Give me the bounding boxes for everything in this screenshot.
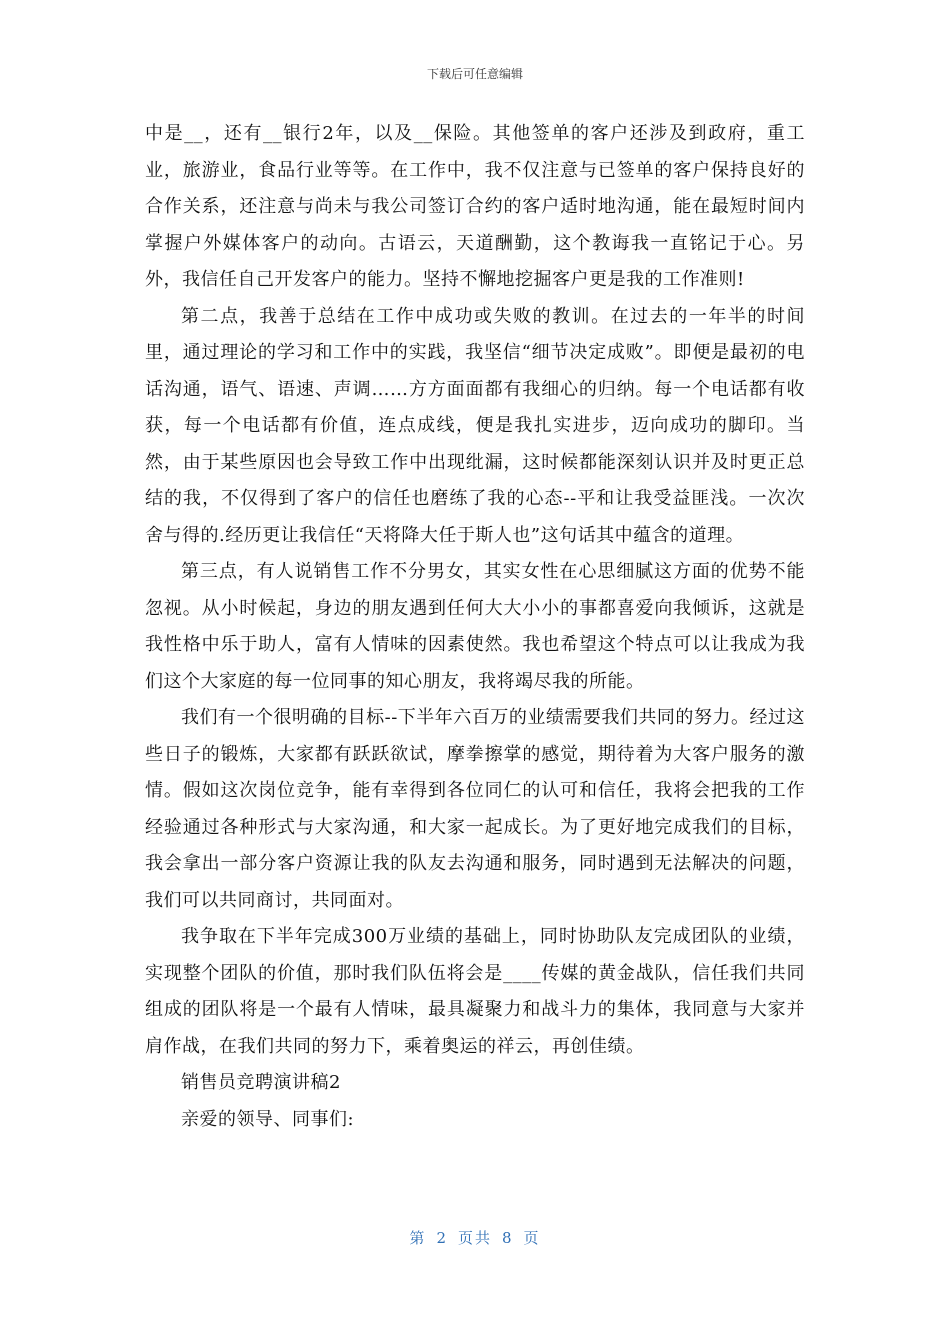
document-body <box>145 116 805 1138</box>
page-number-footer <box>0 1228 950 1248</box>
page-header: 下载后可任意编辑 <box>426 67 523 81</box>
paragraph-second-point: 第二点，我善于总结在工作中成功或失败的教训。在过去的一年半的时间里，通过理论的学习和工作中的实践，我坚信“细节决定成败”。即便是最初的电话沟通，语气、语速、声调……方方面面都有我细心的归纳。每一个电话都有收获，每一个电话都有价值，连点成线，便是我扎实进步，迈向成功的脚印。当然，由于某些原因也会导致工作中出现纰漏，这时候都能深刻认识并及时更正总结的我，不仅得到了客户的信任也磨练了我的心态--平和让我受益匪浅。一次次舍与得的.经历更让我信任“天将降大任于斯人也”这句话其中蕴含的道理。 <box>145 305 805 546</box>
paragraph-commitment: 我争取在下半年完成300万业绩的基础上，同时协助队友完成团队的业绩，实现整个团队的价值，那时我们队伍将会是____传媒的黄金战队，信任我们共同组成的团队将是一个最有人情味，最具凝聚力和战斗力的集体，我同意与大家并肩作战，在我们共同的努力下，乘着奥运的祥云，再创佳绩。 <box>145 926 805 1057</box>
section-title: 销售员竞聘演讲稿2 <box>181 1072 341 1093</box>
footer-current-page: 2 <box>436 1229 448 1247</box>
paragraph-third-point: 第三点，有人说销售工作不分男女，其实女性在心思细腻这方面的优势不能忽视。从小时候起，身边的朋友遇到任何大大小小的事都喜爱向我倾诉，这就是我性格中乐于助人，富有人情味的因素使然。我也希望这个特点可以让我成为我们这个大家庭的每一位同事的知心朋友，我将竭尽我的所能。 <box>145 561 805 692</box>
footer-suffix: 页 <box>523 1229 541 1247</box>
footer-prefix: 第 <box>409 1229 427 1247</box>
salutation: 亲爱的领导、同事们: <box>181 1108 355 1130</box>
paragraph-continued: 中是__，还有__银行2年，以及__保险。其他签单的客户还涉及到政府，重工业，旅游业，食品行业等等。在工作中，我不仅注意与已签单的客户保持良好的合作关系，还注意与尚未与我公司签订合约的客户适时地沟通，能在最短时间内掌握户外媒体客户的动向。古语云，天道酬勤，这个教诲我一直铭记于心。另外，我信任自己开发客户的能力。坚持不懈地挖掘客户更是我的工作准则! <box>145 123 805 290</box>
footer-middle: 页共 <box>457 1229 492 1247</box>
footer-total-pages: 8 <box>502 1229 514 1247</box>
paragraph-team-goal: 我们有一个很明确的目标--下半年六百万的业绩需要我们共同的努力。经过这些日子的锻炼，大家都有跃跃欲试，摩拳擦掌的感觉，期待着为大客户服务的激情。假如这次岗位竞争，能有幸得到各位同仁的认可和信任，我将会把我的工作经验通过各种形式与大家沟通，和大家一起成长。为了更好地完成我们的目标，我会拿出一部分客户资源让我的队友去沟通和服务，同时遇到无法解决的问题，我们可以共同商讨，共同面对。 <box>145 707 805 911</box>
